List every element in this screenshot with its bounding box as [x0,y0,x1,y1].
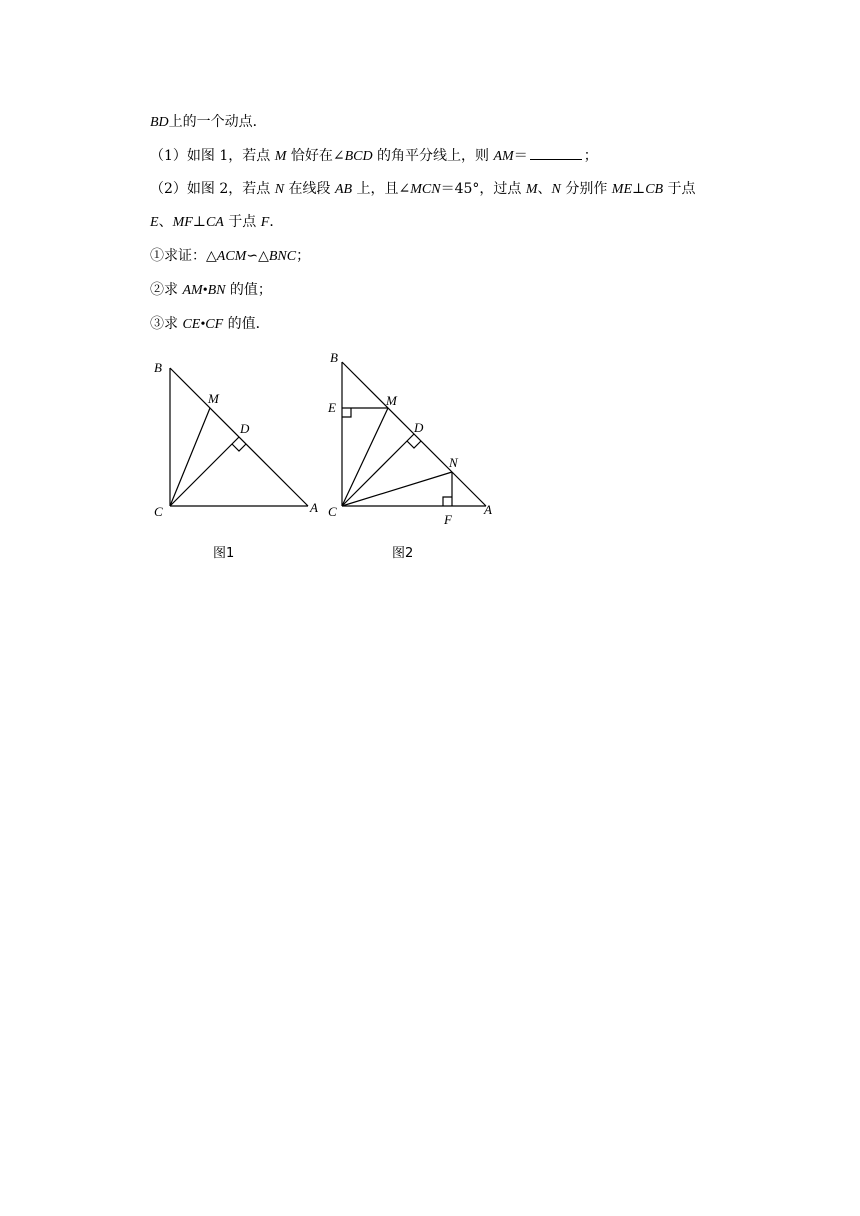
text-span: ． [269,214,284,230]
answer-blank[interactable] [530,145,582,160]
angle-bcd: BCD [344,149,373,164]
triangle-acm: ACM [216,249,247,264]
text-span: 求证：△ [164,248,217,264]
text-span: 、 [537,181,552,197]
segment-cb: CB [645,182,664,197]
subquestion-1 [150,246,310,267]
figure-1-caption: 图1 [213,546,235,561]
text-span: 的角平分线上，则 [372,148,494,164]
label-a: A [484,502,492,517]
right-angle-mark [232,444,246,451]
label-m: M [386,393,397,408]
text-span: 求 [164,316,183,332]
point-e: E [150,215,159,230]
point-n: N [274,182,285,197]
text-span: 上，且∠ [352,181,411,197]
right-angle-mark-d [407,441,421,448]
text-span: 于点 [663,181,696,197]
text-span: ⊥ [632,181,646,197]
segment-bd: BD [150,115,169,130]
figure-2-caption: 图2 [392,546,414,561]
text-span: 在线段 [284,181,335,197]
figure-2-diagram [322,344,512,534]
text-span: ； [296,248,311,264]
point-m: M [274,149,287,164]
segment-am: AM [493,149,514,164]
label-f: F [444,512,452,527]
circled-number: ③ [150,316,164,332]
text-line-1 [150,112,267,133]
text-span: 上的一个动点． [168,114,267,130]
label-d: D [240,421,250,436]
text-span: 、 [158,214,173,230]
expression: CE•CF [182,317,224,332]
label-b: B [330,350,338,365]
label-c: C [328,504,337,519]
text-span: ＝45°，过点 [440,181,526,197]
right-angle-mark-f [443,497,452,506]
segment-ab: AB [334,182,353,197]
text-span: ＝ [513,148,528,164]
figure-1-diagram [140,352,330,532]
segment-cm [342,408,388,506]
text-span: 于点 [223,214,261,230]
label-e: E [328,400,336,415]
subquestion-3 [150,314,270,335]
label-n: N [449,455,458,470]
label-d: D [414,420,424,435]
text-span: 的值． [223,316,270,332]
text-line-4 [150,212,283,233]
label-m: M [208,391,219,406]
angle-mcn: MCN [410,182,441,197]
segment-cm [170,408,210,506]
question-1 [150,145,598,167]
subquestion-2 [150,280,272,301]
question-2 [150,179,696,200]
text-span: ⊥ [192,214,206,230]
segment-cd [170,437,239,506]
label-c: C [154,504,163,519]
text-span: 恰好在∠ [286,148,345,164]
text-span: （1）如图 1，若点 [150,148,275,164]
label-a: A [310,500,318,515]
circled-number: ② [150,282,164,298]
point-n: N [551,182,561,197]
circled-number: ① [150,248,164,264]
text-span: ； [583,148,598,164]
text-span: 分别作 [560,181,612,197]
segment-me: ME [611,182,633,197]
expression: AM•BN [182,283,226,298]
segment-mf: MF [172,215,193,230]
label-b: B [154,360,162,375]
point-f: F [260,215,270,230]
point-m: M [525,182,538,197]
triangle-bnc: BNC [268,249,297,264]
text-span: （2）如图 2，若点 [150,181,275,197]
segment-ca: CA [205,215,224,230]
text-span: 求 [164,282,183,298]
text-span: 的值； [225,282,272,298]
right-angle-mark-e [342,408,351,417]
text-span: ∽△ [246,248,269,264]
